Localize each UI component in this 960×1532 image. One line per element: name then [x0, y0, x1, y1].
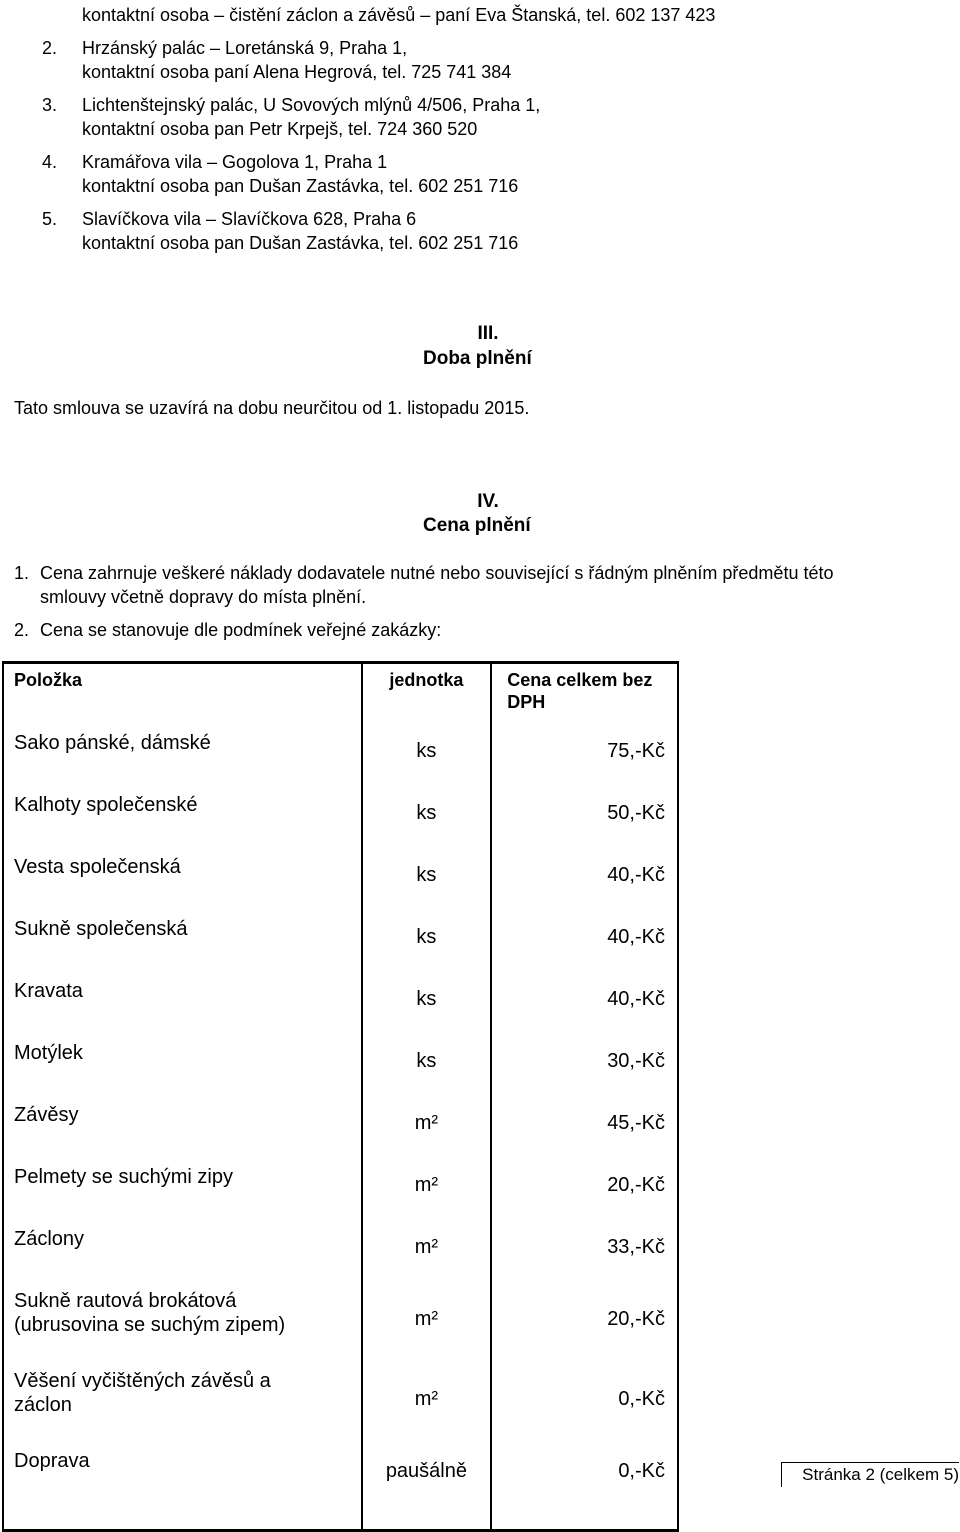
- section-3-title: Doba plnění: [423, 348, 532, 369]
- paragraph-1-line-2: smlouvy včetně dopravy do místa plnění.: [40, 587, 367, 607]
- cell-price: 20,-Kč: [491, 1163, 678, 1225]
- header-price-line-2: DPH: [507, 692, 546, 712]
- table-row: [3, 1225, 678, 1287]
- contact-number: 3.: [42, 95, 58, 115]
- cell-item: Sako pánské, dámské: [3, 729, 362, 791]
- table-row: [3, 977, 678, 1039]
- contact-person: kontaktní osoba pan Petr Krpejš, tel. 724 360 520: [82, 119, 478, 139]
- section-3-numeral: III.: [477, 323, 499, 344]
- cell-item-line-1: Věšení vyčištěných závěsů a: [14, 1370, 271, 1392]
- table-row: [3, 1163, 678, 1225]
- paragraph-1-line-1: Cena zahrnuje veškeré náklady dodavatele nutné nebo související s řádným plněním předmětu této: [40, 563, 834, 583]
- cell-item: Záclony: [3, 1225, 362, 1287]
- contact-number: 5.: [42, 209, 58, 229]
- contact-person: kontaktní osoba pan Dušan Zastávka, tel. 602 251 716: [82, 233, 519, 253]
- cell-unit: ks: [362, 791, 492, 853]
- section-4-numeral: IV.: [477, 491, 499, 512]
- cell-unit: ks: [362, 729, 492, 791]
- table-row: [3, 1101, 678, 1163]
- cell-item: Motýlek: [3, 1039, 362, 1101]
- table-row: [3, 1287, 678, 1367]
- table-row: [3, 729, 678, 791]
- cell-price: 50,-Kč: [491, 791, 678, 853]
- price-table: [2, 661, 679, 1532]
- cell-item: Vesta společenská: [3, 853, 362, 915]
- section-4-title: Cena plnění: [423, 515, 531, 536]
- contact-number: 4.: [42, 152, 58, 172]
- table-header-row: [3, 663, 678, 730]
- cell-price: 45,-Kč: [491, 1101, 678, 1163]
- header-price: [491, 663, 678, 730]
- cell-price: 75,-Kč: [491, 729, 678, 791]
- cell-price: 40,-Kč: [491, 853, 678, 915]
- cell-price: 0,-Kč: [491, 1447, 678, 1531]
- cell-item: Pelmety se suchými zipy: [3, 1163, 362, 1225]
- header-item: Položka: [3, 663, 362, 730]
- cell-unit: paušálně: [362, 1447, 492, 1531]
- paragraph-2-text: Cena se stanovuje dle podmínek veřejné zakázky:: [40, 620, 442, 640]
- cell-price: 20,-Kč: [491, 1287, 678, 1367]
- section-3-text: Tato smlouva se uzavírá na dobu neurčitou od 1. listopadu 2015.: [14, 398, 530, 418]
- cell-item: Sukně společenská: [3, 915, 362, 977]
- cell-unit: m²: [362, 1367, 492, 1447]
- cell-item: Kravata: [3, 977, 362, 1039]
- header-price-line-1: Cena celkem bez: [507, 670, 653, 690]
- contact-address: Slavíčkova vila – Slavíčkova 628, Praha 6: [82, 209, 417, 229]
- cell-item: Závěsy: [3, 1101, 362, 1163]
- table-row: [3, 915, 678, 977]
- contact-address: Hrzánský palác – Loretánská 9, Praha 1,: [82, 38, 408, 58]
- cell-price: 0,-Kč: [491, 1367, 678, 1447]
- cell-item: [3, 1287, 362, 1367]
- contact-address: Lichtenštejnský palác, U Sovových mlýnů 4/506, Praha 1,: [82, 95, 541, 115]
- cell-unit: ks: [362, 1039, 492, 1101]
- table-row: [3, 1039, 678, 1101]
- contact-line-1-continued: kontaktní osoba – čistění záclon a závěsů – paní Eva Štanská, tel. 602 137 423: [82, 5, 716, 25]
- header-unit: jednotka: [362, 663, 492, 730]
- cell-price: 33,-Kč: [491, 1225, 678, 1287]
- cell-unit: ks: [362, 853, 492, 915]
- table-row: [3, 853, 678, 915]
- cell-unit: m²: [362, 1287, 492, 1367]
- contact-address: Kramářova vila – Gogolova 1, Praha 1: [82, 152, 388, 172]
- contact-person: kontaktní osoba pan Dušan Zastávka, tel. 602 251 716: [82, 176, 519, 196]
- cell-item: Kalhoty společenské: [3, 791, 362, 853]
- page-footer: Stránka 2 (celkem 5): [781, 1462, 959, 1487]
- cell-unit: m²: [362, 1101, 492, 1163]
- contact-number: 2.: [42, 38, 58, 58]
- contact-person: kontaktní osoba paní Alena Hegrová, tel. 725 741 384: [82, 62, 512, 82]
- cell-unit: ks: [362, 915, 492, 977]
- cell-unit: m²: [362, 1225, 492, 1287]
- cell-item-line-2: (ubrusovina se suchým zipem): [14, 1314, 286, 1336]
- paragraph-number: 2.: [14, 620, 30, 640]
- paragraph-number: 1.: [14, 563, 30, 583]
- cell-price: 30,-Kč: [491, 1039, 678, 1101]
- cell-price: 40,-Kč: [491, 915, 678, 977]
- cell-item-line-1: Sukně rautová brokátová: [14, 1290, 237, 1312]
- table-row: [3, 1367, 678, 1447]
- cell-price: 40,-Kč: [491, 977, 678, 1039]
- table-row: [3, 791, 678, 853]
- cell-item: [3, 1367, 362, 1447]
- cell-item: Doprava: [3, 1447, 362, 1531]
- cell-unit: ks: [362, 977, 492, 1039]
- cell-item-line-2: záclon: [14, 1394, 72, 1416]
- cell-unit: m²: [362, 1163, 492, 1225]
